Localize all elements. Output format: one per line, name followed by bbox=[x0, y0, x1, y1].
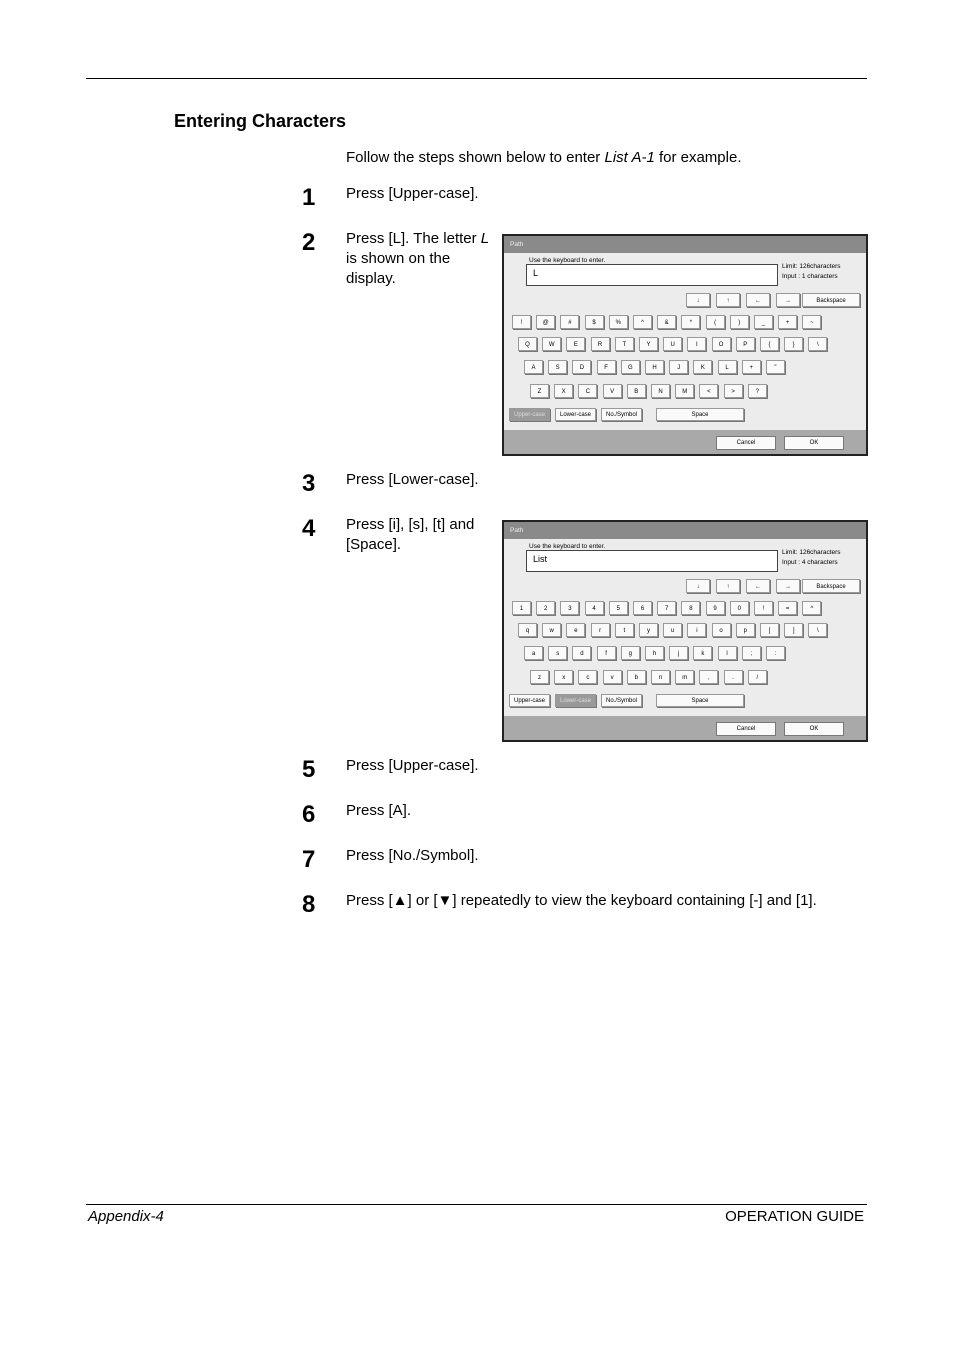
ok-button[interactable]: OK bbox=[784, 722, 844, 736]
no-symbol-button[interactable]: No./Symbol bbox=[601, 408, 642, 421]
cancel-button[interactable]: Cancel bbox=[716, 722, 776, 736]
step-number: 7 bbox=[302, 846, 316, 873]
char-key[interactable]: + bbox=[742, 360, 761, 374]
char-key[interactable]: @ bbox=[536, 315, 555, 329]
char-key[interactable]: K bbox=[693, 360, 712, 374]
char-key[interactable]: < bbox=[699, 384, 718, 398]
char-key[interactable]: i bbox=[687, 623, 706, 637]
char-key[interactable]: z bbox=[530, 670, 549, 684]
char-key[interactable]: > bbox=[724, 384, 743, 398]
char-key[interactable]: % bbox=[609, 315, 628, 329]
char-key[interactable]: w bbox=[542, 623, 561, 637]
char-key[interactable]: V bbox=[603, 384, 622, 398]
char-key[interactable]: 1 bbox=[512, 601, 531, 615]
char-key[interactable]: & bbox=[657, 315, 676, 329]
char-key[interactable]: q bbox=[518, 623, 537, 637]
char-key[interactable]: " bbox=[766, 360, 785, 374]
up-arrow-key[interactable]: ↑ bbox=[716, 293, 740, 307]
char-key[interactable]: = bbox=[778, 601, 797, 615]
bottom-bar bbox=[504, 430, 866, 454]
cancel-button[interactable]: Cancel bbox=[716, 436, 776, 450]
char-key[interactable]: B bbox=[627, 384, 646, 398]
right-arrow-key[interactable]: → bbox=[776, 579, 800, 593]
char-key[interactable]: ! bbox=[512, 315, 531, 329]
text-entry-field[interactable] bbox=[526, 550, 778, 572]
step-number: 1 bbox=[302, 184, 316, 211]
char-key[interactable]: I bbox=[687, 337, 706, 351]
step-number: 6 bbox=[302, 801, 316, 828]
char-key[interactable]: g bbox=[621, 646, 640, 660]
char-key[interactable]: Q bbox=[518, 337, 537, 351]
char-key[interactable]: ) bbox=[730, 315, 749, 329]
down-arrow-key[interactable]: ↓ bbox=[686, 579, 710, 593]
char-count: Input : 1 characters bbox=[782, 273, 838, 280]
step-text: Press [A]. bbox=[346, 802, 412, 819]
char-key[interactable]: 8 bbox=[681, 601, 700, 615]
char-key[interactable]: 3 bbox=[560, 601, 579, 615]
char-key[interactable]: G bbox=[621, 360, 640, 374]
char-key[interactable]: 2 bbox=[536, 601, 555, 615]
char-key[interactable]: n bbox=[651, 670, 670, 684]
keyboard-screen-lowercase bbox=[502, 520, 868, 742]
char-key[interactable]: ; bbox=[742, 646, 761, 660]
char-key[interactable]: A bbox=[524, 360, 543, 374]
char-key[interactable]: [ bbox=[760, 623, 779, 637]
space-key[interactable]: Space bbox=[656, 694, 744, 707]
down-arrow-key[interactable]: ↓ bbox=[686, 293, 710, 307]
char-key[interactable]: J bbox=[669, 360, 688, 374]
char-key[interactable]: * bbox=[681, 315, 700, 329]
char-key[interactable]: 0 bbox=[730, 601, 749, 615]
char-key[interactable]: : bbox=[766, 646, 785, 660]
char-key[interactable]: N bbox=[651, 384, 670, 398]
char-key[interactable]: C bbox=[578, 384, 597, 398]
char-key[interactable]: 5 bbox=[609, 601, 628, 615]
char-key[interactable]: 4 bbox=[585, 601, 604, 615]
char-key[interactable]: X bbox=[554, 384, 573, 398]
char-key[interactable]: R bbox=[591, 337, 610, 351]
char-key[interactable]: l bbox=[718, 646, 737, 660]
footer-guide-title: OPERATION GUIDE bbox=[725, 1208, 864, 1225]
char-key[interactable]: $ bbox=[585, 315, 604, 329]
intro-example: List A-1 bbox=[604, 149, 655, 166]
char-key[interactable]: 9 bbox=[706, 601, 725, 615]
step-text: Press [▲] or [▼] repeatedly to view the keyboard containing [-] and [1]. bbox=[346, 892, 817, 909]
screen-title: Path bbox=[510, 241, 524, 248]
space-key[interactable]: Space bbox=[656, 408, 744, 421]
char-key[interactable]: S bbox=[548, 360, 567, 374]
ok-button[interactable]: OK bbox=[784, 436, 844, 450]
left-arrow-key[interactable]: ← bbox=[746, 579, 770, 593]
lower-case-button[interactable]: Lower-case bbox=[555, 694, 596, 707]
char-key[interactable]: \ bbox=[808, 337, 827, 351]
char-key[interactable]: u bbox=[663, 623, 682, 637]
char-key[interactable]: a bbox=[524, 646, 543, 660]
title-bar bbox=[504, 236, 866, 253]
char-key[interactable]: _ bbox=[754, 315, 773, 329]
upper-case-button[interactable]: Upper-case bbox=[509, 408, 550, 421]
up-arrow-key[interactable]: ↑ bbox=[716, 579, 740, 593]
step-text: Press [i], [s], [t] and [Space]. bbox=[346, 516, 475, 553]
footer-rule bbox=[86, 1204, 867, 1205]
char-key[interactable]: W bbox=[542, 337, 561, 351]
char-key[interactable]: Y bbox=[639, 337, 658, 351]
step-number: 2 bbox=[302, 229, 316, 256]
char-key[interactable]: F bbox=[597, 360, 616, 374]
text-entry-field[interactable] bbox=[526, 264, 778, 286]
char-key[interactable]: ^ bbox=[802, 601, 821, 615]
char-key[interactable]: x bbox=[554, 670, 573, 684]
lower-case-button[interactable]: Lower-case bbox=[555, 408, 596, 421]
char-count: Input : 4 characters bbox=[782, 559, 838, 566]
step-text: Press [Upper-case]. bbox=[346, 185, 479, 202]
backspace-key[interactable]: Backspace bbox=[802, 579, 860, 593]
footer-section: Appendix-4 bbox=[88, 1208, 164, 1225]
header-rule bbox=[86, 78, 867, 79]
char-key[interactable]: d bbox=[572, 646, 591, 660]
step-number: 3 bbox=[302, 470, 316, 497]
char-key[interactable]: E bbox=[566, 337, 585, 351]
char-key[interactable]: + bbox=[778, 315, 797, 329]
char-key[interactable]: h bbox=[645, 646, 664, 660]
intro-text: Follow the steps shown below to enter List A-1 for example. bbox=[346, 149, 742, 166]
entry-hint: Use the keyboard to enter. bbox=[529, 543, 606, 550]
title-bar bbox=[504, 522, 866, 539]
step-number: 8 bbox=[302, 891, 316, 918]
char-key[interactable]: ? bbox=[748, 384, 767, 398]
text-entry-value: L bbox=[533, 268, 539, 278]
backspace-key[interactable]: Backspace bbox=[802, 293, 860, 307]
section-heading: Entering Characters bbox=[174, 111, 347, 131]
char-limit: Limit: 126characters bbox=[782, 263, 841, 270]
char-key[interactable]: t bbox=[615, 623, 634, 637]
char-key[interactable]: O bbox=[712, 337, 731, 351]
char-key[interactable]: p bbox=[736, 623, 755, 637]
keyboard-screen-uppercase bbox=[502, 234, 868, 456]
step-text: Press [L]. The letter L is shown on the display. bbox=[346, 230, 490, 287]
entry-hint: Use the keyboard to enter. bbox=[529, 257, 606, 264]
step-text: Press [No./Symbol]. bbox=[346, 847, 479, 864]
char-key[interactable]: f bbox=[597, 646, 616, 660]
char-key[interactable]: ] bbox=[784, 623, 803, 637]
no-symbol-button[interactable]: No./Symbol bbox=[601, 694, 642, 707]
char-key[interactable]: 6 bbox=[633, 601, 652, 615]
right-arrow-key[interactable]: → bbox=[776, 293, 800, 307]
step-text: Press [Upper-case]. bbox=[346, 757, 479, 774]
char-key[interactable]: e bbox=[566, 623, 585, 637]
char-key[interactable]: , bbox=[699, 670, 718, 684]
char-key[interactable]: j bbox=[669, 646, 688, 660]
step-text: Press [Lower-case]. bbox=[346, 471, 479, 488]
char-key[interactable]: k bbox=[693, 646, 712, 660]
upper-case-button[interactable]: Upper-case bbox=[509, 694, 550, 707]
left-arrow-key[interactable]: ← bbox=[746, 293, 770, 307]
char-key[interactable]: / bbox=[748, 670, 767, 684]
char-key[interactable]: ~ bbox=[802, 315, 821, 329]
char-key[interactable]: # bbox=[560, 315, 579, 329]
char-key[interactable]: H bbox=[645, 360, 664, 374]
char-limit: Limit: 126characters bbox=[782, 549, 841, 556]
char-key[interactable]: ! bbox=[754, 601, 773, 615]
screen-title: Path bbox=[510, 527, 524, 534]
bottom-bar bbox=[504, 716, 866, 740]
char-key[interactable]: ^ bbox=[633, 315, 652, 329]
char-key[interactable]: . bbox=[724, 670, 743, 684]
char-key[interactable]: } bbox=[784, 337, 803, 351]
char-key[interactable]: 7 bbox=[657, 601, 676, 615]
char-key[interactable]: P bbox=[736, 337, 755, 351]
char-key[interactable]: s bbox=[548, 646, 567, 660]
char-key[interactable]: m bbox=[675, 670, 694, 684]
char-key[interactable]: y bbox=[639, 623, 658, 637]
char-key[interactable]: b bbox=[627, 670, 646, 684]
step-number: 5 bbox=[302, 756, 316, 783]
char-key[interactable]: v bbox=[603, 670, 622, 684]
char-key[interactable]: \ bbox=[808, 623, 827, 637]
step-number: 4 bbox=[302, 515, 316, 542]
char-key[interactable]: o bbox=[712, 623, 731, 637]
char-key[interactable]: c bbox=[578, 670, 597, 684]
char-key[interactable]: r bbox=[591, 623, 610, 637]
char-key[interactable]: L bbox=[718, 360, 737, 374]
char-key[interactable]: M bbox=[675, 384, 694, 398]
char-key[interactable]: Z bbox=[530, 384, 549, 398]
char-key[interactable]: D bbox=[572, 360, 591, 374]
char-key[interactable]: U bbox=[663, 337, 682, 351]
char-key[interactable]: { bbox=[760, 337, 779, 351]
char-key[interactable]: ( bbox=[706, 315, 725, 329]
char-key[interactable]: T bbox=[615, 337, 634, 351]
text-entry-value: List bbox=[533, 554, 548, 564]
